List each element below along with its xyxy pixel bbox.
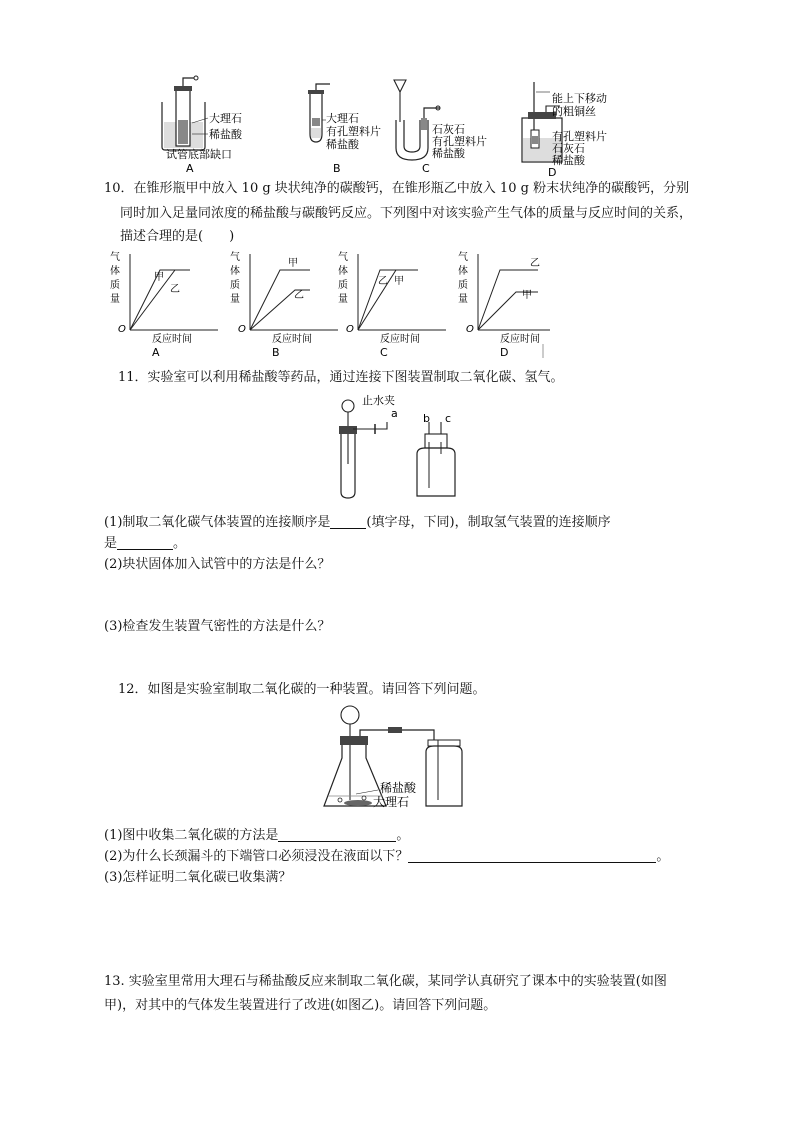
q13-line1: 13. 实验室里常用大理石与稀盐酸反应来制取二氧化碳，某同学认真研究了课本中的实验装置(如图 xyxy=(104,974,667,989)
fig9-a-letter: A xyxy=(186,162,194,175)
q10-graph-ylabel-char: 量 xyxy=(458,294,468,305)
q11-q1-blank1[interactable] xyxy=(330,514,366,529)
q10-graph-origin: O xyxy=(346,324,354,335)
q10-line2: 同时加入足量同浓度的稀盐酸与碳酸钙反应。下列图中对该实验产生气体的质量与反应时间的关系， xyxy=(120,206,693,221)
q13-line2: 甲)，对其中的气体发生装置进行了改进(如图乙)。请回答下列问题。 xyxy=(104,998,497,1013)
q11-label-clamp: 止水夹 xyxy=(362,394,395,407)
fig9-c-label-plate: 有孔塑料片 xyxy=(432,135,487,148)
q11-q3: (3)检查发生装置气密性的方法是什么？ xyxy=(104,619,331,634)
q12-q1-end: 。 xyxy=(396,828,410,843)
fig9-c-label-acid: 稀盐酸 xyxy=(432,147,465,160)
q12-q2-line xyxy=(104,847,704,867)
q10-line3: 描述合理的是( ) xyxy=(120,229,235,244)
fig9-d-label-plate: 有孔塑料片 xyxy=(552,130,607,143)
q10-graph-ylabel-char: 质 xyxy=(458,280,468,291)
q10-graph-ylabel-char: 质 xyxy=(110,280,120,291)
q10-graph-origin: O xyxy=(238,324,246,335)
q10-graph-ylabel-char: 气 xyxy=(338,252,348,263)
apparatus-a xyxy=(162,76,243,175)
q10-graph-ylabel-char: 气 xyxy=(458,252,468,263)
q11-label-b: b xyxy=(423,412,430,425)
q10-graph-ylabel-char: 量 xyxy=(338,294,348,305)
q10-graph-series-label: 甲 xyxy=(394,276,404,287)
fig9-d-label-limestone: 石灰石 xyxy=(552,142,585,155)
q11-q1-line xyxy=(104,513,704,533)
q10-graph-letter: A xyxy=(152,346,160,359)
q10-graph-series-label: 乙 xyxy=(170,284,180,295)
q10-graph-letter: B xyxy=(272,346,280,359)
q11-q1-end: 。 xyxy=(173,536,187,551)
apparatus-c xyxy=(394,80,487,175)
q12-q2: (2)为什么长颈漏斗的下端管口必须浸没在液面以下？ xyxy=(104,849,409,864)
q10-graph-ylabel-char: 质 xyxy=(338,280,348,291)
fig9-c-label-limestone: 石灰石 xyxy=(432,123,465,136)
fig9-d-label-wire: 的粗铜丝 xyxy=(552,105,596,118)
q10-graph-series-label: 甲 xyxy=(288,258,298,269)
fig9-d-label-move: 能上下移动 xyxy=(552,92,607,105)
apparatus-d xyxy=(522,82,607,179)
fig9-apparatus-row xyxy=(150,72,630,180)
fig9-b-label-acid: 稀盐酸 xyxy=(326,138,359,151)
q10-graph-xlabel: 反应时间 xyxy=(500,334,540,345)
q10-graph-series-label: 甲 xyxy=(522,290,532,301)
q10-graph-ylabel-char: 体 xyxy=(230,266,240,277)
q11-q1-part1: (1)制取二氧化碳气体装置的连接顺序是 xyxy=(104,515,331,530)
q12-label-acid: 稀盐酸 xyxy=(380,781,417,795)
q11-apparatus xyxy=(325,392,485,502)
q10-graph-series-line xyxy=(358,270,418,330)
q10-graph-ylabel-char: 气 xyxy=(110,252,120,263)
q10-graph-xlabel: 反应时间 xyxy=(380,334,420,345)
q10-graph-ylabel-char: 气 xyxy=(230,252,240,263)
q10-graph-row xyxy=(100,248,550,360)
q12-apparatus xyxy=(318,702,478,814)
q11-label-a: a xyxy=(391,407,398,420)
q10-graph-series-label: 乙 xyxy=(294,290,304,301)
q11-intro: 11．实验室可以利用稀盐酸等药品，通过连接下图装置制取二氧化碳、氢气。 xyxy=(118,370,564,385)
q10-graph-origin: O xyxy=(118,324,126,335)
q10-graph-ylabel-char: 体 xyxy=(338,266,348,277)
q10-graph-series-label: 乙 xyxy=(530,258,540,269)
fig9-b-letter: B xyxy=(333,162,341,175)
fig9-d-label-acid: 稀盐酸 xyxy=(552,154,585,167)
q10-graph-ylabel-char: 体 xyxy=(458,266,468,277)
fig9-a-caption: 试管底部缺口 xyxy=(166,148,232,161)
q10-graph-ylabel-char: 体 xyxy=(110,266,120,277)
q10-graph-origin: O xyxy=(466,324,474,335)
fig9-b-label-marble: 大理石 xyxy=(326,112,359,125)
fig9-a-label-acid: 稀盐酸 xyxy=(209,128,242,141)
q10-graph-series-label: 乙 xyxy=(378,276,388,287)
fig9-d-letter: D xyxy=(548,166,557,179)
q12-q1-blank[interactable] xyxy=(278,827,396,842)
fig9-a-label-marble: 大理石 xyxy=(209,112,242,125)
q10-graph-series-line xyxy=(358,270,418,330)
q12-label-marble: 大理石 xyxy=(373,795,410,809)
q12-q2-blank[interactable] xyxy=(408,848,656,863)
q10-graph-ylabel-char: 量 xyxy=(230,294,240,305)
q12-q1-line xyxy=(104,826,704,846)
q12-q3: (3)怎样证明二氧化碳已收集满？ xyxy=(104,870,292,885)
q10-line1: 10．在锥形瓶甲中放入 10 g 块状纯净的碳酸钙，在锥形瓶乙中放入 10 g 粉末状纯净的碳酸钙，分别 xyxy=(104,181,690,196)
q11-q1-part3: 是 xyxy=(104,536,118,551)
q10-graph-series-label: 甲 xyxy=(154,272,164,283)
fig9-b-label-plate: 有孔塑料片 xyxy=(326,125,381,138)
q10-graph-xlabel: 反应时间 xyxy=(152,334,192,345)
q10-graph-letter: D xyxy=(500,346,509,359)
q12-q1: (1)图中收集二氧化碳的方法是 xyxy=(104,828,279,843)
q11-label-c: c xyxy=(445,412,452,425)
q11-q1-blank2[interactable] xyxy=(117,535,173,550)
q11-q1-part2: (填字母，下同)，制取氢气装置的连接顺序 xyxy=(366,515,611,530)
q12-intro: 12．如图是实验室制取二氧化碳的一种装置。请回答下列问题。 xyxy=(118,682,486,697)
q10-graph-ylabel-char: 量 xyxy=(110,294,120,305)
q11-q1-line2 xyxy=(104,534,704,554)
q12-q2-end: 。 xyxy=(656,849,670,864)
q11-q2: (2)块状固体加入试管中的方法是什么？ xyxy=(104,557,331,572)
q10-graph-letter: C xyxy=(380,346,388,359)
apparatus-b xyxy=(308,84,381,175)
q10-graph-xlabel: 反应时间 xyxy=(272,334,312,345)
fig9-c-letter: C xyxy=(422,162,430,175)
q10-graph-ylabel-char: 质 xyxy=(230,280,240,291)
